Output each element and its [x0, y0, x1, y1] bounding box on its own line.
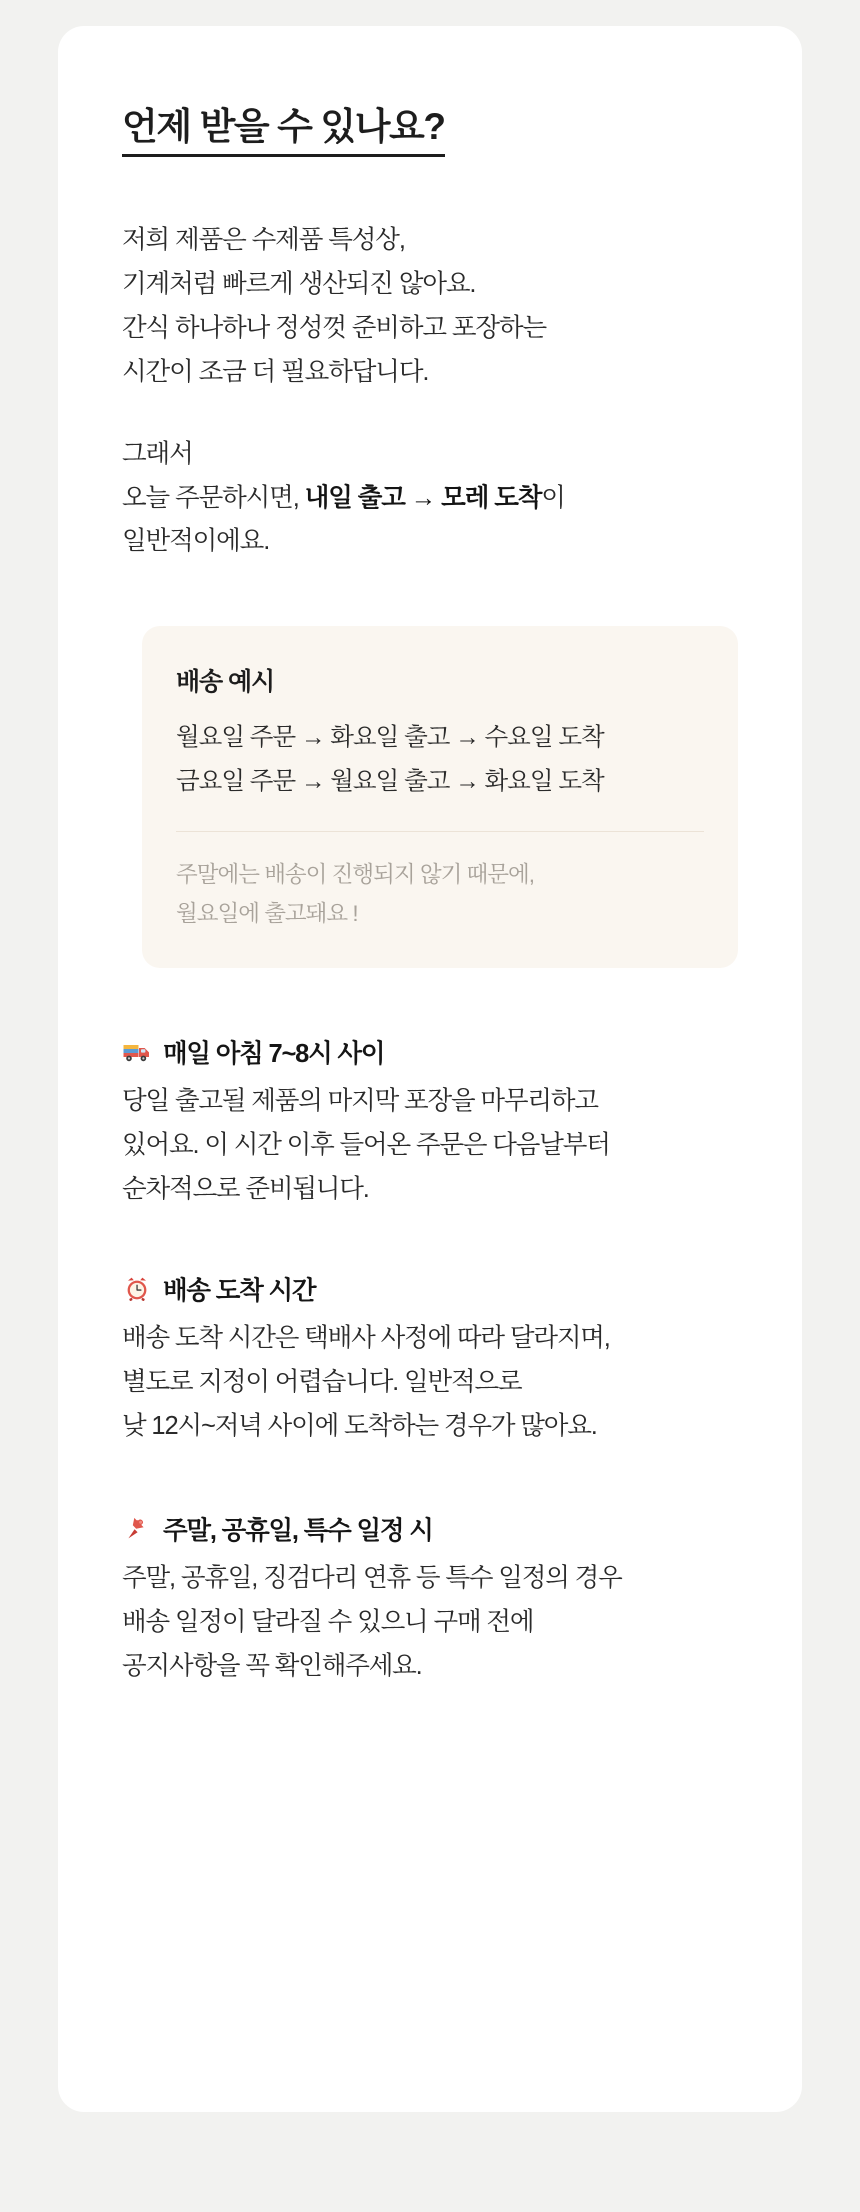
section-header [122, 1271, 746, 1307]
section-body-line-1: 주말, 공휴일, 징검다리 연휴 등 특수 일정의 경우 [122, 1564, 622, 1593]
section-arrival-time [122, 1271, 746, 1449]
pushpin-icon [122, 1517, 152, 1541]
example-line-monday: 월요일 주문 → 화요일 출고 → 수요일 도착 [176, 724, 604, 752]
summary-line-2-suffix: 이 [541, 483, 565, 512]
section-holiday-notice [122, 1511, 746, 1689]
summary-line-2-prefix: 오늘 주문하시면, [122, 483, 305, 512]
section-body [122, 1317, 746, 1449]
section-body [122, 1557, 746, 1689]
summary-highlight: 내일 출고 → 모레 도착 [304, 483, 542, 512]
section-body-line-1: 당일 출고될 제품의 마지막 포장을 마무리하고 [122, 1086, 598, 1115]
example-box-title: 배송 예시 [176, 668, 275, 697]
section-body-line-3: 낮 12시~저녁 사이에 도착하는 경우가 많아요. [122, 1412, 597, 1441]
intro-line-3: 간식 하나하나 정성껏 준비하고 포장하는 [122, 313, 547, 342]
example-note-line-2: 월요일에 출고돼요 ! [176, 901, 358, 927]
section-body-line-2: 별도로 지정이 어렵습니다. 일반적으로 [122, 1368, 522, 1397]
summary-line-3: 일반적이에요. [122, 527, 270, 556]
section-label: 매일 아침 7~8시 사이 [163, 1039, 385, 1068]
example-line-friday: 금요일 주문 → 월요일 출고 → 화요일 도착 [176, 767, 604, 795]
delivery-example-box [142, 626, 738, 968]
section-morning-packing [122, 1034, 746, 1212]
section-body-line-3: 공지사항을 꼭 확인해주세요. [122, 1651, 422, 1680]
section-label: 주말, 공휴일, 특수 일정 시 [163, 1517, 433, 1546]
example-note [176, 856, 704, 933]
intro-line-4: 시간이 조금 더 필요하답니다. [122, 357, 429, 386]
section-header [122, 1034, 746, 1070]
alarm-clock-icon [122, 1276, 152, 1302]
content-card [58, 26, 802, 2112]
delivery-truck-icon [122, 1041, 152, 1063]
section-header [122, 1511, 746, 1547]
section-body-line-1: 배송 도착 시간은 택배사 사정에 따라 달라지며, [122, 1324, 610, 1353]
example-divider [176, 831, 704, 832]
section-body [122, 1080, 746, 1212]
summary-line-1: 그래서 [122, 439, 193, 468]
summary-paragraph [122, 433, 746, 565]
section-body-line-2: 있어요. 이 시간 이후 들어온 주문은 다음날부터 [122, 1130, 610, 1159]
intro-line-1: 저희 제품은 수제품 특성상, [122, 226, 405, 255]
section-label: 배송 도착 시간 [163, 1277, 316, 1306]
page-title: 언제 받을 수 있나요? [122, 104, 445, 157]
example-note-line-1: 주말에는 배송이 진행되지 않기 때문에, [176, 862, 535, 888]
intro-paragraph [122, 219, 746, 394]
page-title-wrap [122, 104, 746, 157]
section-body-line-3: 순차적으로 준비됩니다. [122, 1174, 369, 1203]
intro-line-2: 기계처럼 빠르게 생산되진 않아요. [122, 270, 476, 299]
section-body-line-2: 배송 일정이 달라질 수 있으니 구매 전에 [122, 1607, 534, 1636]
